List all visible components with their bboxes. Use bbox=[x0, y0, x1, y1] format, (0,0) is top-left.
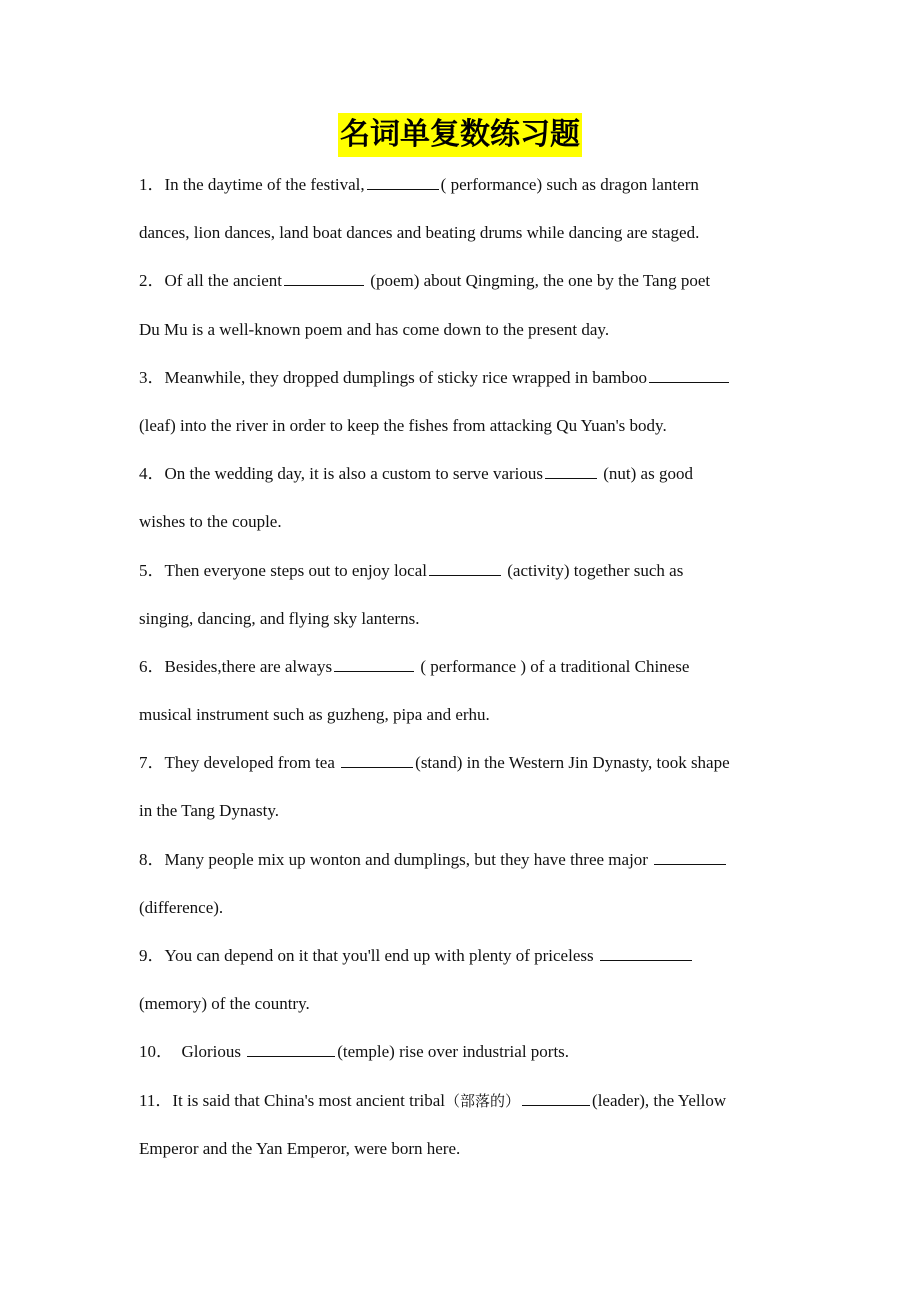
question-text: In the daytime of the festival, bbox=[164, 175, 365, 194]
question-text: (activity) together such as bbox=[502, 560, 684, 580]
answer-blank[interactable] bbox=[429, 560, 501, 576]
question-number: 8 bbox=[139, 849, 148, 869]
question-5-line-2: singing, dancing, and flying sky lanterns. bbox=[139, 608, 420, 628]
question-6-line-1 bbox=[139, 648, 789, 696]
question-2-line-2: Du Mu is a well-known poem and has come down to the present day. bbox=[139, 319, 610, 339]
question-11-line-2: Emperor and the Yan Emperor, were born here. bbox=[139, 1138, 461, 1158]
question-9-line-2: (memory) of the country. bbox=[139, 994, 310, 1014]
separator: ． bbox=[147, 849, 165, 869]
answer-blank[interactable] bbox=[600, 945, 692, 961]
question-number: 3 bbox=[139, 367, 148, 387]
title-container bbox=[0, 113, 920, 157]
separator: ． bbox=[147, 656, 165, 676]
question-text: On the wedding day, it is also a custom to serve various bbox=[164, 464, 543, 484]
question-text: It is said that China's most ancient tribal bbox=[172, 1090, 446, 1110]
answer-blank[interactable] bbox=[367, 174, 439, 190]
question-11-line-1 bbox=[139, 1082, 789, 1130]
question-number: 2 bbox=[139, 271, 148, 291]
chinese-gloss: （部落的） bbox=[445, 1091, 521, 1110]
question-7-line-1 bbox=[139, 744, 789, 792]
question-text: (poem) about Qingming, the one by the Tang poet bbox=[366, 271, 711, 291]
separator: ． bbox=[147, 560, 165, 580]
question-text: Glorious bbox=[173, 1042, 246, 1062]
question-text: Besides,there are always bbox=[164, 656, 333, 676]
question-text: ( performance ) of a traditional Chinese bbox=[416, 656, 690, 676]
question-6-line-2: musical instrument such as guzheng, pipa and erhu. bbox=[139, 705, 490, 725]
question-number: 9 bbox=[139, 946, 148, 965]
question-text: Many people mix up wonton and dumplings, but they have three major bbox=[164, 849, 653, 869]
answer-blank[interactable] bbox=[545, 463, 597, 479]
question-text: You can depend on it that you'll end up with plenty of priceless bbox=[164, 946, 598, 965]
separator: ． bbox=[147, 367, 165, 387]
question-9-line-1 bbox=[139, 937, 789, 985]
question-4-line-2: wishes to the couple. bbox=[139, 512, 282, 532]
separator: ． bbox=[147, 753, 165, 773]
question-7-line-2: in the Tang Dynasty. bbox=[139, 801, 279, 821]
answer-blank[interactable] bbox=[522, 1090, 590, 1106]
question-1-line-1 bbox=[139, 166, 789, 214]
question-text: (leader), the Yellow bbox=[592, 1090, 727, 1110]
question-8-line-1 bbox=[139, 841, 789, 889]
question-number: 7 bbox=[139, 753, 148, 773]
answer-blank[interactable] bbox=[649, 367, 729, 383]
question-text: ( performance) such as dragon lantern bbox=[440, 175, 699, 194]
question-text: Then everyone steps out to enjoy local bbox=[164, 560, 427, 580]
question-text: Of all the ancient bbox=[164, 271, 283, 291]
question-list bbox=[139, 166, 789, 1178]
answer-blank[interactable] bbox=[654, 849, 726, 865]
question-text: (nut) as good bbox=[599, 464, 693, 484]
separator: ． bbox=[147, 464, 165, 484]
question-number: 5 bbox=[139, 560, 148, 580]
question-4-line-1 bbox=[139, 455, 789, 503]
answer-blank[interactable] bbox=[341, 752, 413, 768]
separator: ． bbox=[147, 946, 165, 965]
separator: ． bbox=[156, 1042, 173, 1062]
question-3-line-2: (leaf) into the river in order to keep the fishes from attacking Qu Yuan's body. bbox=[139, 415, 667, 435]
question-text: (stand) in the Western Jin Dynasty, took shape bbox=[415, 753, 730, 773]
page-title: 名词单复数练习题 bbox=[338, 113, 582, 157]
question-number: 4 bbox=[139, 464, 148, 484]
question-number: 1 bbox=[139, 175, 148, 194]
answer-blank[interactable] bbox=[334, 656, 414, 672]
question-text: They developed from tea bbox=[164, 753, 340, 773]
question-8-line-2: (difference). bbox=[139, 897, 224, 917]
question-number: 10 bbox=[139, 1042, 156, 1062]
separator: ． bbox=[147, 175, 165, 194]
question-10-line-1 bbox=[139, 1033, 789, 1081]
question-number: 11 bbox=[139, 1090, 156, 1110]
answer-blank[interactable] bbox=[247, 1041, 335, 1057]
separator: ． bbox=[155, 1090, 173, 1110]
question-number: 6 bbox=[139, 656, 148, 676]
question-3-line-1 bbox=[139, 359, 789, 407]
question-text: Meanwhile, they dropped dumplings of sticky rice wrapped in bamboo bbox=[164, 367, 647, 387]
question-text: (temple) rise over industrial ports. bbox=[337, 1042, 570, 1062]
question-5-line-1 bbox=[139, 552, 789, 600]
separator: ． bbox=[147, 271, 165, 291]
answer-blank[interactable] bbox=[284, 270, 364, 286]
question-1-line-2: dances, lion dances, land boat dances and beating drums while dancing are staged. bbox=[139, 223, 700, 243]
question-2-line-1 bbox=[139, 262, 789, 310]
